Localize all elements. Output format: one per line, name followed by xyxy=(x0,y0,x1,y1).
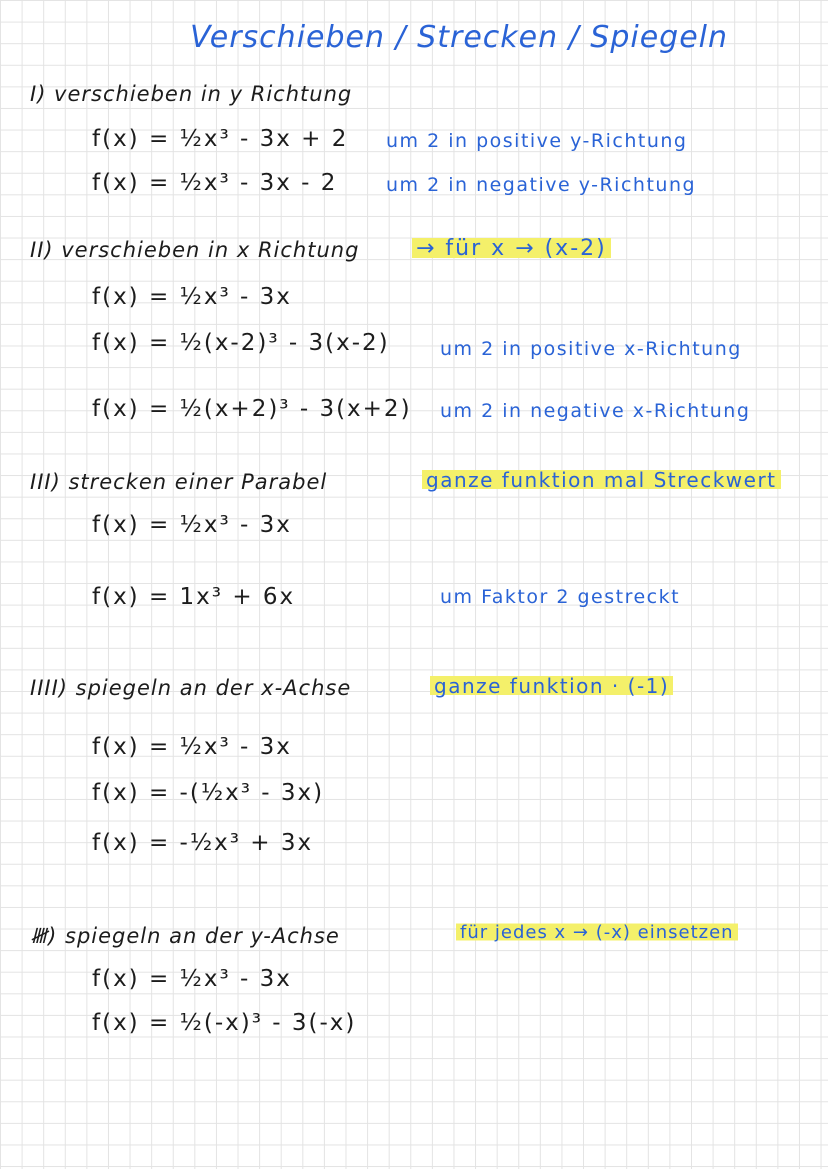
section-5-equation-2: f(x) = ½(-x)³ - 3(-x) xyxy=(92,1010,357,1036)
section-3-equation-1: f(x) = ½x³ - 3x xyxy=(92,512,292,538)
section-1-heading: I) verschieben in y Richtung xyxy=(30,82,353,106)
page-title: Verschieben / Strecken / Spiegeln xyxy=(190,20,729,55)
section-2-note-1: um 2 in positive x-Richtung xyxy=(440,338,742,360)
section-3-equation-2: f(x) = 1x³ + 6x xyxy=(92,584,296,610)
section-2-heading: II) verschieben in x Richtung xyxy=(30,238,360,262)
section-1-note-1: um 2 in positive y-Richtung xyxy=(386,130,688,152)
section-4-heading: IIII) spiegeln an der x-Achse xyxy=(30,676,352,700)
section-1-equation-2: f(x) = ½x³ - 3x - 2 xyxy=(92,170,338,196)
section-3-heading: III) strecken einer Parabel xyxy=(30,470,328,494)
section-2-rule xyxy=(412,236,611,261)
section-5-heading: 𝍸) spiegeln an der y-Achse xyxy=(30,924,340,948)
section-4-equation-1: f(x) = ½x³ - 3x xyxy=(92,734,292,760)
section-5-rule-text: für jedes x → (-x) einsetzen xyxy=(456,922,738,943)
section-4-rule-text: ganze funktion · (-1) xyxy=(430,674,673,698)
section-2-note-2: um 2 in negative x-Richtung xyxy=(440,400,751,422)
section-2-equation-3: f(x) = ½(x+2)³ - 3(x+2) xyxy=(92,396,412,422)
section-3-note: um Faktor 2 gestreckt xyxy=(440,586,681,608)
section-2-equation-1: f(x) = ½x³ - 3x xyxy=(92,284,292,310)
section-2-rule-text: → für x → (x-2) xyxy=(412,236,611,261)
section-1-note-2: um 2 in negative y-Richtung xyxy=(386,174,697,196)
section-5-equation-1: f(x) = ½x³ - 3x xyxy=(92,966,292,992)
section-4-rule xyxy=(430,674,673,698)
section-3-rule-text: ganze funktion mal Streckwert xyxy=(422,468,781,492)
section-4-equation-2: f(x) = -(½x³ - 3x) xyxy=(92,780,325,806)
section-5-rule xyxy=(456,922,738,943)
section-2-equation-2: f(x) = ½(x-2)³ - 3(x-2) xyxy=(92,330,390,356)
section-3-rule xyxy=(422,468,781,492)
section-1-equation-1: f(x) = ½x³ - 3x + 2 xyxy=(92,126,349,152)
section-4-equation-3: f(x) = -½x³ + 3x xyxy=(92,830,314,856)
